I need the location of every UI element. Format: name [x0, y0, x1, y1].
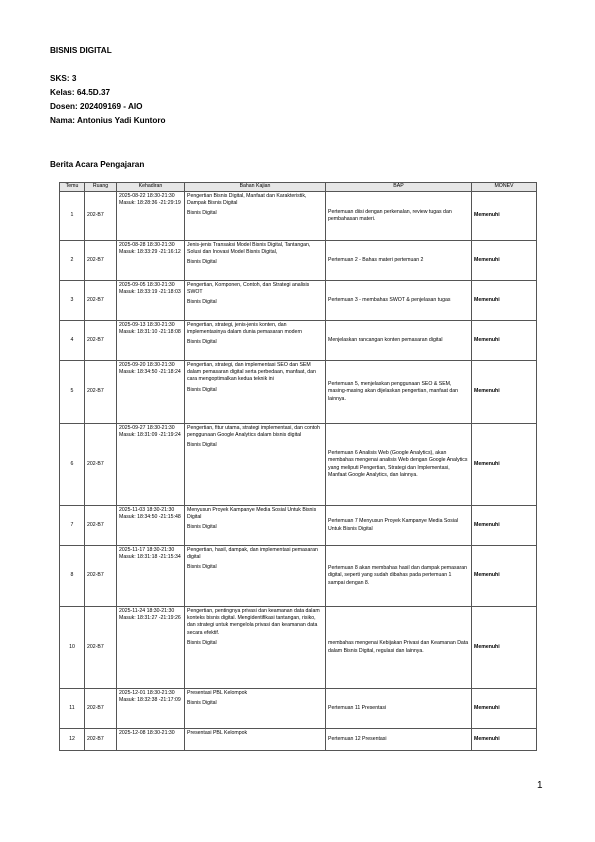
- table-row: [60, 192, 537, 241]
- cell-bahan-kajian: [185, 729, 326, 751]
- document-header: [50, 44, 166, 128]
- cell-bahan-kajian: [185, 192, 326, 241]
- cell-bahan-kajian: [185, 321, 326, 361]
- cell-monev: Memenuhi: [472, 546, 537, 607]
- kajian-text: Pengertian, fitur utama, strategi implementasi, dan contoh penggunaan Google Analytics dalam bisnis digital: [187, 425, 320, 439]
- course-title: BISNIS DIGITAL: [50, 46, 112, 55]
- kajian-subject: Bisnis Digital: [187, 386, 217, 393]
- sks-line: SKS: 3: [50, 74, 77, 83]
- cell-monev: Memenuhi: [472, 729, 537, 751]
- cell-temu: 11: [60, 689, 85, 729]
- cell-bap: membahas mengenai Kebijakan Privasi dan Keamanan Data dalam Bisnis Digital, regulasi dan lainnya.: [326, 607, 472, 689]
- kajian-text: Presentasi PBL Kelompok: [187, 690, 248, 696]
- cell-ruang: 202-B7: [85, 506, 117, 546]
- kajian-text: Pengertian, strategi, jenis-jenis konten, dan implementasinya dalam dunia pemasaran modern: [187, 322, 303, 336]
- cell-bap: Pertemuan 12 Presentasi: [326, 729, 472, 751]
- cell-bap: Pertemuan 3 - membahas SWOT & penjelasan tugas: [326, 281, 472, 321]
- cell-kehadiran: 2025-12-01 18:30-21:30 Masuk: 18:32:38 -21:17:09: [117, 689, 185, 729]
- cell-monev: Memenuhi: [472, 281, 537, 321]
- header-bap: BAP: [326, 183, 472, 192]
- kajian-text: Pengertian, pentingnya privasi dan keamanan data dalam konteks bisnis digital. Mengidentifikasi tantangan, risiko, dan strategi untuk mengelola privasi dan keamanan data secara efektif.: [187, 608, 320, 636]
- kajian-text: Jenis-jenis Transaksi Model Bisnis Digital, Tantangan, Solusi dan Inovasi Model Bisnis Digital,: [187, 242, 311, 256]
- cell-kehadiran: 2025-11-24 18:30-21:30 Masuk: 18:31:27 -21:19:26: [117, 607, 185, 689]
- cell-bahan-kajian: [185, 506, 326, 546]
- cell-temu: 8: [60, 546, 85, 607]
- cell-bahan-kajian: [185, 361, 326, 424]
- cell-monev: Memenuhi: [472, 689, 537, 729]
- kajian-text: Presentasi PBL Kelompok: [187, 730, 248, 736]
- cell-monev: Memenuhi: [472, 241, 537, 281]
- table-row: [60, 689, 537, 729]
- cell-ruang: 202-B7: [85, 689, 117, 729]
- cell-ruang: 202-B7: [85, 361, 117, 424]
- cell-temu: 1: [60, 192, 85, 241]
- cell-ruang: 202-B7: [85, 241, 117, 281]
- table-row: [60, 361, 537, 424]
- cell-temu: 10: [60, 607, 85, 689]
- kajian-text: Pengertian, strategi, dan implementasi SEO dan SEM dalam pemasaran digital serta perbedaan, manfaat, dan cara mengoptimalkan kedua teknik ini: [187, 362, 316, 383]
- cell-kehadiran: 2025-12-08 18:30-21:30: [117, 729, 185, 751]
- kajian-text: Pengertian, Komponen, Contoh, dan Strategi analisis SWOT: [187, 282, 310, 296]
- cell-temu: 6: [60, 424, 85, 506]
- kajian-subject: Bisnis Digital: [187, 700, 217, 707]
- cell-bap: Pertemuan 11 Presentasi: [326, 689, 472, 729]
- cell-bahan-kajian: [185, 241, 326, 281]
- cell-bap: Pertemuan 6 Analisis Web (Google Analytics), akan membahas mengenai analisis Web dengan Google Analytics yang meliputi Pengertian, Strategi dan Implementasi, Manfaat Google Analytics, dan lainnya.: [326, 424, 472, 506]
- cell-kehadiran: 2025-11-17 18:30-21:30 Masuk: 18:31:18 -21:15:34: [117, 546, 185, 607]
- cell-ruang: 202-B7: [85, 546, 117, 607]
- cell-monev: Memenuhi: [472, 424, 537, 506]
- cell-bahan-kajian: [185, 424, 326, 506]
- table-row: [60, 729, 537, 751]
- cell-kehadiran: 2025-09-13 18:30-21:30 Masuk: 18:31:10 -21:18:08: [117, 321, 185, 361]
- cell-ruang: 202-B7: [85, 424, 117, 506]
- cell-monev: Memenuhi: [472, 607, 537, 689]
- table-row: [60, 424, 537, 506]
- cell-monev: Memenuhi: [472, 321, 537, 361]
- cell-bahan-kajian: [185, 689, 326, 729]
- header-temu: Temu: [60, 183, 85, 192]
- kajian-subject: Bisnis Digital: [187, 442, 217, 449]
- cell-ruang: 202-B7: [85, 729, 117, 751]
- kajian-text: Pengertian, hasil, dampak, dan implementasi pemasaran digital: [187, 547, 318, 561]
- table-header-row: [60, 183, 537, 192]
- kajian-subject: Bisnis Digital: [187, 299, 217, 306]
- kajian-subject: Bisnis Digital: [187, 564, 217, 571]
- table-row: [60, 506, 537, 546]
- cell-bap: Pertemuan 2 - Bahas materi pertemuan 2: [326, 241, 472, 281]
- cell-kehadiran: 2025-09-20 18:30-21:30 Masuk: 18:34:50 -21:18:24: [117, 361, 185, 424]
- kajian-text: Pengertian Bisnis Digital, Manfaat dan Karakteristik, Dampak Bisnis Digital: [187, 193, 307, 207]
- nama-line: Nama: Antonius Yadi Kuntoro: [50, 116, 166, 125]
- dosen-line: Dosen: 202409169 - AIO: [50, 102, 143, 111]
- cell-ruang: 202-B7: [85, 281, 117, 321]
- cell-monev: Memenuhi: [472, 192, 537, 241]
- cell-kehadiran: 2025-08-22 18:30-21:30 Masuk: 18:28:36 -21:29:19: [117, 192, 185, 241]
- kajian-subject: Bisnis Digital: [187, 259, 217, 266]
- header-bahan-kajian: Bahan Kajian: [185, 183, 326, 192]
- table-row: [60, 546, 537, 607]
- section-title: Berita Acara Pengajaran: [50, 160, 145, 169]
- page-number: 1: [537, 780, 543, 791]
- table-row: [60, 241, 537, 281]
- cell-kehadiran: 2025-08-28 18:30-21:30 Masuk: 18:33:29 -21:16:12: [117, 241, 185, 281]
- kajian-subject: Bisnis Digital: [187, 524, 217, 531]
- cell-kehadiran: 2025-11-03 18:30-21:30 Masuk: 18:34:50 -21:15:48: [117, 506, 185, 546]
- cell-bap: Pertemuan 8 akan membahas hasil dan dampak pemasaran digital, seperti yang sudah dibahas pada pertemuan 1 sampai dengan 8.: [326, 546, 472, 607]
- kajian-subject: Bisnis Digital: [187, 639, 217, 646]
- cell-bap: Menjelaskan rancangan konten pemasaran digital: [326, 321, 472, 361]
- kelas-line: Kelas: 64.5D.37: [50, 88, 111, 97]
- cell-ruang: 202-B7: [85, 321, 117, 361]
- cell-temu: 2: [60, 241, 85, 281]
- cell-bahan-kajian: [185, 546, 326, 607]
- attendance-table: [59, 182, 537, 751]
- cell-temu: 12: [60, 729, 85, 751]
- cell-temu: 7: [60, 506, 85, 546]
- kajian-subject: Bisnis Digital: [187, 339, 217, 346]
- table-row: [60, 607, 537, 689]
- table-row: [60, 281, 537, 321]
- kajian-text: Menyusun Proyek Kampanye Media Sosial Untuk Bisnis Digital: [187, 507, 317, 521]
- cell-temu: 4: [60, 321, 85, 361]
- cell-bahan-kajian: [185, 281, 326, 321]
- cell-kehadiran: 2025-09-27 18:30-21:30 Masuk: 18:31:09 -21:19:24: [117, 424, 185, 506]
- kajian-subject: Bisnis Digital: [187, 210, 217, 217]
- header-ruang: Ruang: [85, 183, 117, 192]
- cell-bahan-kajian: [185, 607, 326, 689]
- header-monev: MONEV: [472, 183, 537, 192]
- cell-bap: Pertemuan diisi dengan perkenalan, review tugas dan pembahasan materi.: [326, 192, 472, 241]
- cell-monev: Memenuhi: [472, 506, 537, 546]
- cell-bap: Pertemuan 5, menjelaskan penggunaan SEO & SEM, masing-masing akan dijelaskan pengertian, manfaat dan lainnya.: [326, 361, 472, 424]
- table-row: [60, 321, 537, 361]
- cell-temu: 3: [60, 281, 85, 321]
- cell-ruang: 202-B7: [85, 192, 117, 241]
- cell-bap: Pertemuan 7 Menyusun Proyek Kampanye Media Sosial Untuk Bisnis Digital: [326, 506, 472, 546]
- cell-kehadiran: 2025-09-05 18:30-21:30 Masuk: 18:33:19 -21:18:03: [117, 281, 185, 321]
- cell-temu: 5: [60, 361, 85, 424]
- cell-monev: Memenuhi: [472, 361, 537, 424]
- cell-ruang: 202-B7: [85, 607, 117, 689]
- header-kehadiran: Kehadiran: [117, 183, 185, 192]
